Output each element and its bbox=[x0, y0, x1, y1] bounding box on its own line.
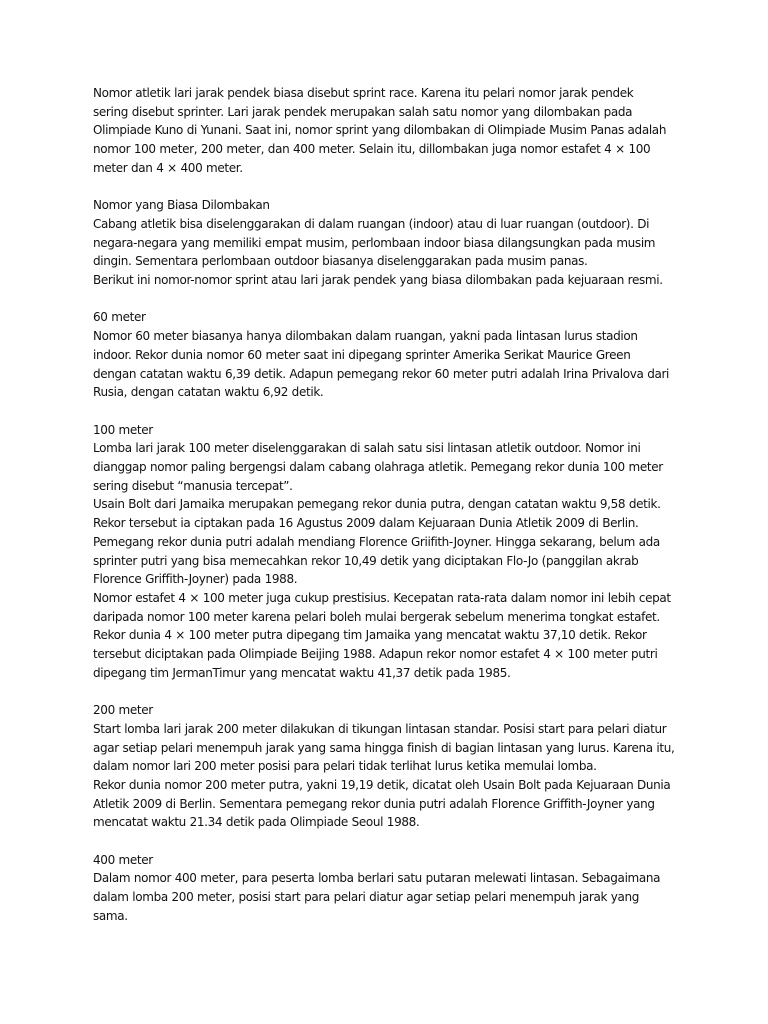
section-heading: 60 meter bbox=[93, 310, 146, 325]
section-60-meter bbox=[93, 308, 683, 402]
text-line: Rusia, dengan catatan waktu 6,92 detik. bbox=[93, 385, 324, 400]
text-line: nomor 100 meter, 200 meter, dan 400 meter. Selain itu, dillombakan juga nomor estafet 4 × 100 bbox=[93, 142, 651, 157]
text-line: Pemegang rekor dunia putri adalah mendiang Florence Griifith-Joyner. Hingga sekarang, belum ada bbox=[93, 534, 660, 549]
text-line: Nomor atletik lari jarak pendek biasa disebut sprint race. Karena itu pelari nomor jarak pendek bbox=[93, 86, 634, 100]
paragraph-gap bbox=[93, 832, 683, 851]
paragraph-gap bbox=[93, 402, 683, 421]
text-line: Berikut ini nomor-nomor sprint atau lari jarak pendek yang biasa dilombakan pada kejuaraan resmi. bbox=[93, 273, 663, 288]
text-line: Atletik 2009 di Berlin. Sementara pemegang rekor dunia putri adalah Florence Griffith-Joyner yang bbox=[93, 796, 655, 811]
text-line: Rekor tersebut ia ciptakan pada 16 Agustus 2009 dalam Kejuaraan Dunia Atletik 2009 di Berlin. bbox=[93, 516, 639, 531]
section-heading: 400 meter bbox=[93, 852, 153, 867]
text-line: Usain Bolt dari Jamaika merupakan pemegang rekor dunia putra, dengan catatan waktu 9,58 detik. bbox=[93, 497, 661, 512]
text-line: sering disebut sprinter. Lari jarak pendek merupakan salah satu nomor yang dilombakan pada bbox=[93, 104, 633, 119]
text-line: dalam lomba 200 meter, posisi start para pelari diatur agar setiap pelari menempuh jarak yang bbox=[93, 890, 640, 905]
text-line: Dalam nomor 400 meter, para peserta lomba berlari satu putaran melewati lintasan. Sebagaimana bbox=[93, 871, 661, 886]
text-line: dianggap nomor paling bergengsi dalam cabang olahraga atletik. Pemegang rekor dunia 100 meter bbox=[93, 460, 663, 475]
text-line: mencatat waktu 21.34 detik pada Olimpiade Seoul 1988. bbox=[93, 815, 420, 830]
section-200-meter bbox=[93, 701, 683, 832]
paragraph-gap bbox=[93, 290, 683, 309]
text-line: daripada nomor 100 meter karena pelari boleh mulai bergerak sebelum menerima tongkat estafet. bbox=[93, 609, 660, 624]
intro-paragraph bbox=[93, 84, 683, 178]
paragraph-gap bbox=[93, 682, 683, 701]
section-heading: 100 meter bbox=[93, 422, 153, 437]
text-line: sprinter putri yang bisa memecahkan rekor 10,49 detik yang diciptakan Flo-Jo (panggilan akrab bbox=[93, 553, 639, 568]
text-line: sering disebut “manusia tercepat”. bbox=[93, 478, 293, 493]
text-line: dipegang tim JermanTimur yang mencatat waktu 41,37 detik pada 1985. bbox=[93, 665, 511, 680]
text-line: Olimpiade Kuno di Yunani. Saat ini, nomor sprint yang dilombakan di Olimpiade Musim Panas adalah bbox=[93, 123, 667, 138]
text-line: agar setiap pelari menempuh jarak yang sama hingga finish di bagian lintasan yang lurus. Karena itu, bbox=[93, 740, 675, 755]
text-line: Rekor dunia nomor 200 meter putra, yakni 19,19 detik, dicatat oleh Usain Bolt pada Kejuaraan Dunia bbox=[93, 777, 671, 792]
text-line: Lomba lari jarak 100 meter diselenggarakan di salah satu sisi lintasan atletik outdoor. Nomor ini bbox=[93, 441, 641, 456]
text-line: meter dan 4 × 400 meter. bbox=[93, 160, 243, 175]
section-heading: Nomor yang Biasa Dilombakan bbox=[93, 198, 270, 213]
text-line: Start lomba lari jarak 200 meter dilakukan di tikungan lintasan standar. Posisi start para pelari diatur bbox=[93, 721, 667, 736]
document-page bbox=[93, 84, 683, 926]
text-line: dalam nomor lari 200 meter posisi para pelari tidak terlihat lurus ketika memulai lomba. bbox=[93, 759, 597, 774]
text-line: indoor. Rekor dunia nomor 60 meter saat ini dipegang sprinter Amerika Serikat Maurice Green bbox=[93, 347, 631, 362]
section-heading: 200 meter bbox=[93, 703, 153, 718]
text-line: dingin. Sementara perlombaan outdoor biasanya diselenggarakan pada musim panas. bbox=[93, 254, 588, 269]
text-line: Florence Griffith-Joyner) pada 1988. bbox=[93, 572, 298, 587]
text-line: tersebut diciptakan pada Olimpiade Beijing 1988. Adapun rekor nomor estafet 4 × 100 meter putri bbox=[93, 647, 658, 662]
text-line: Nomor estafet 4 × 100 meter juga cukup prestisius. Kecepatan rata-rata dalam nomor ini lebih cepat bbox=[93, 590, 671, 605]
text-line: dengan catatan waktu 6,39 detik. Adapun pemegang rekor 60 meter putri adalah Irina Privalova dari bbox=[93, 366, 670, 381]
text-line: negara-negara yang memiliki empat musim, perlombaan indoor biasa dilangsungkan pada musim bbox=[93, 235, 656, 250]
text-line: Nomor 60 meter biasanya hanya dilombakan dalam ruangan, yakni pada lintasan lurus stadion bbox=[93, 329, 638, 344]
section-common-events bbox=[93, 196, 683, 290]
paragraph-gap bbox=[93, 178, 683, 197]
text-line: Cabang atletik bisa diselenggarakan di dalam ruangan (indoor) atau di luar ruangan (outdoor). Di bbox=[93, 216, 650, 231]
text-line: sama. bbox=[93, 908, 128, 923]
text-line: Rekor dunia 4 × 100 meter putra dipegang tim Jamaika yang mencatat waktu 37,10 detik. Rekor bbox=[93, 628, 647, 643]
section-400-meter bbox=[93, 851, 683, 926]
section-100-meter bbox=[93, 421, 683, 683]
